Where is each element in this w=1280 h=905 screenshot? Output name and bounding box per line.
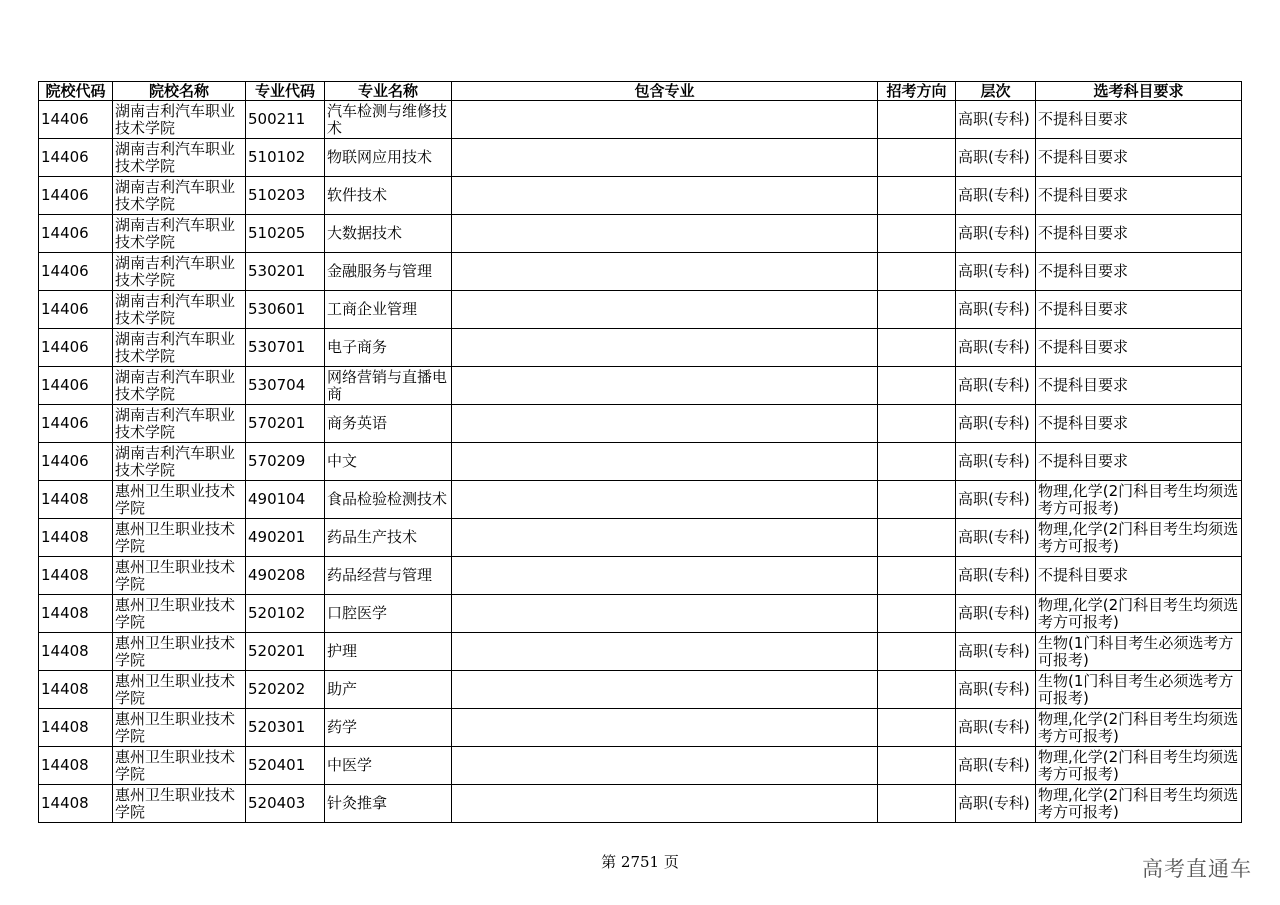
- cell-subject-requirement: 不提科目要求: [1036, 329, 1242, 367]
- cell-included-majors: [452, 671, 878, 709]
- header-school-code: 院校代码: [39, 82, 113, 101]
- cell-school-code: 14406: [39, 139, 113, 177]
- table-row: [39, 785, 1242, 823]
- cell-school-code: 14406: [39, 329, 113, 367]
- cell-included-majors: [452, 443, 878, 481]
- cell-school-code: 14408: [39, 747, 113, 785]
- cell-level: 高职(专科): [956, 709, 1036, 747]
- cell-direction: [878, 367, 956, 405]
- cell-major-name: 食品检验检测技术: [325, 481, 452, 519]
- cell-subject-requirement: 物理,化学(2门科目考生均须选考方可报考): [1036, 481, 1242, 519]
- cell-level: 高职(专科): [956, 443, 1036, 481]
- table-row: [39, 291, 1242, 329]
- table-row: [39, 101, 1242, 139]
- cell-major-code: 490104: [246, 481, 325, 519]
- cell-school-name: 惠州卫生职业技术学院: [113, 709, 246, 747]
- cell-major-code: 570209: [246, 443, 325, 481]
- cell-school-name: 湖南吉利汽车职业技术学院: [113, 101, 246, 139]
- cell-major-name: 护理: [325, 633, 452, 671]
- cell-level: 高职(专科): [956, 291, 1036, 329]
- cell-school-name: 惠州卫生职业技术学院: [113, 747, 246, 785]
- page-number: 第 2751 页: [601, 853, 679, 871]
- cell-school-name: 湖南吉利汽车职业技术学院: [113, 253, 246, 291]
- cell-major-name: 商务英语: [325, 405, 452, 443]
- cell-school-code: 14406: [39, 443, 113, 481]
- cell-subject-requirement: 不提科目要求: [1036, 101, 1242, 139]
- header-row: [39, 82, 1242, 101]
- cell-school-code: 14408: [39, 633, 113, 671]
- cell-major-name: 物联网应用技术: [325, 139, 452, 177]
- header-major-code: 专业代码: [246, 82, 325, 101]
- cell-level: 高职(专科): [956, 101, 1036, 139]
- watermark-text: 高考直通车: [1142, 857, 1252, 881]
- cell-school-name: 湖南吉利汽车职业技术学院: [113, 329, 246, 367]
- cell-level: 高职(专科): [956, 405, 1036, 443]
- cell-major-code: 520102: [246, 595, 325, 633]
- cell-major-code: 520403: [246, 785, 325, 823]
- cell-direction: [878, 177, 956, 215]
- cell-included-majors: [452, 139, 878, 177]
- cell-direction: [878, 633, 956, 671]
- cell-included-majors: [452, 215, 878, 253]
- table-row: [39, 747, 1242, 785]
- header-major-name: 专业名称: [325, 82, 452, 101]
- cell-school-name: 湖南吉利汽车职业技术学院: [113, 291, 246, 329]
- cell-major-code: 520401: [246, 747, 325, 785]
- cell-school-name: 湖南吉利汽车职业技术学院: [113, 177, 246, 215]
- table-row: [39, 671, 1242, 709]
- table-row: [39, 519, 1242, 557]
- cell-major-code: 510203: [246, 177, 325, 215]
- cell-major-code: 500211: [246, 101, 325, 139]
- cell-school-name: 湖南吉利汽车职业技术学院: [113, 215, 246, 253]
- cell-level: 高职(专科): [956, 253, 1036, 291]
- cell-included-majors: [452, 291, 878, 329]
- cell-major-code: 530701: [246, 329, 325, 367]
- cell-subject-requirement: 生物(1门科目考生必须选考方可报考): [1036, 633, 1242, 671]
- header-subject-requirement: 选考科目要求: [1036, 82, 1242, 101]
- cell-major-code: 530601: [246, 291, 325, 329]
- cell-direction: [878, 101, 956, 139]
- cell-level: 高职(专科): [956, 785, 1036, 823]
- table-row: [39, 481, 1242, 519]
- cell-school-name: 湖南吉利汽车职业技术学院: [113, 405, 246, 443]
- cell-major-name: 助产: [325, 671, 452, 709]
- cell-subject-requirement: 不提科目要求: [1036, 139, 1242, 177]
- cell-subject-requirement: 生物(1门科目考生必须选考方可报考): [1036, 671, 1242, 709]
- cell-level: 高职(专科): [956, 367, 1036, 405]
- table-row: [39, 215, 1242, 253]
- cell-major-code: 530704: [246, 367, 325, 405]
- table-row: [39, 557, 1242, 595]
- cell-school-name: 惠州卫生职业技术学院: [113, 671, 246, 709]
- cell-major-name: 药学: [325, 709, 452, 747]
- cell-level: 高职(专科): [956, 633, 1036, 671]
- header-direction: 招考方向: [878, 82, 956, 101]
- table-row: [39, 253, 1242, 291]
- cell-major-code: 570201: [246, 405, 325, 443]
- cell-subject-requirement: 不提科目要求: [1036, 367, 1242, 405]
- header-level: 层次: [956, 82, 1036, 101]
- cell-school-code: 14408: [39, 785, 113, 823]
- cell-direction: [878, 405, 956, 443]
- cell-school-name: 湖南吉利汽车职业技术学院: [113, 443, 246, 481]
- cell-school-code: 14406: [39, 101, 113, 139]
- cell-direction: [878, 291, 956, 329]
- cell-major-name: 大数据技术: [325, 215, 452, 253]
- cell-major-code: 520301: [246, 709, 325, 747]
- cell-level: 高职(专科): [956, 177, 1036, 215]
- cell-school-code: 14408: [39, 519, 113, 557]
- cell-included-majors: [452, 595, 878, 633]
- cell-school-name: 惠州卫生职业技术学院: [113, 557, 246, 595]
- cell-level: 高职(专科): [956, 671, 1036, 709]
- cell-major-name: 金融服务与管理: [325, 253, 452, 291]
- cell-major-name: 口腔医学: [325, 595, 452, 633]
- cell-direction: [878, 785, 956, 823]
- header-school-name: 院校名称: [113, 82, 246, 101]
- cell-included-majors: [452, 101, 878, 139]
- cell-included-majors: [452, 367, 878, 405]
- cell-school-code: 14406: [39, 367, 113, 405]
- cell-school-name: 惠州卫生职业技术学院: [113, 595, 246, 633]
- table-row: [39, 709, 1242, 747]
- cell-included-majors: [452, 481, 878, 519]
- cell-subject-requirement: 不提科目要求: [1036, 291, 1242, 329]
- cell-school-code: 14406: [39, 291, 113, 329]
- cell-school-code: 14408: [39, 557, 113, 595]
- cell-direction: [878, 139, 956, 177]
- cell-major-name: 汽车检测与维修技术: [325, 101, 452, 139]
- cell-major-code: 530201: [246, 253, 325, 291]
- cell-direction: [878, 481, 956, 519]
- cell-direction: [878, 329, 956, 367]
- cell-major-name: 药品生产技术: [325, 519, 452, 557]
- table-row: [39, 633, 1242, 671]
- cell-school-code: 14408: [39, 481, 113, 519]
- cell-included-majors: [452, 253, 878, 291]
- table-row: [39, 595, 1242, 633]
- cell-major-code: 520201: [246, 633, 325, 671]
- cell-major-name: 针灸推拿: [325, 785, 452, 823]
- cell-included-majors: [452, 177, 878, 215]
- cell-major-code: 510102: [246, 139, 325, 177]
- cell-direction: [878, 215, 956, 253]
- cell-school-name: 湖南吉利汽车职业技术学院: [113, 139, 246, 177]
- cell-major-name: 网络营销与直播电商: [325, 367, 452, 405]
- table-row: [39, 139, 1242, 177]
- cell-major-code: 490208: [246, 557, 325, 595]
- cell-level: 高职(专科): [956, 557, 1036, 595]
- table-body: [39, 101, 1242, 823]
- cell-direction: [878, 595, 956, 633]
- cell-level: 高职(专科): [956, 215, 1036, 253]
- cell-subject-requirement: 不提科目要求: [1036, 177, 1242, 215]
- cell-direction: [878, 747, 956, 785]
- cell-level: 高职(专科): [956, 329, 1036, 367]
- cell-level: 高职(专科): [956, 519, 1036, 557]
- cell-level: 高职(专科): [956, 139, 1036, 177]
- cell-included-majors: [452, 329, 878, 367]
- cell-included-majors: [452, 557, 878, 595]
- cell-subject-requirement: 不提科目要求: [1036, 443, 1242, 481]
- admissions-table: [38, 81, 1242, 823]
- cell-subject-requirement: 物理,化学(2门科目考生均须选考方可报考): [1036, 747, 1242, 785]
- cell-school-name: 惠州卫生职业技术学院: [113, 785, 246, 823]
- cell-major-name: 药品经营与管理: [325, 557, 452, 595]
- cell-included-majors: [452, 747, 878, 785]
- cell-school-code: 14408: [39, 595, 113, 633]
- cell-direction: [878, 671, 956, 709]
- cell-direction: [878, 519, 956, 557]
- cell-level: 高职(专科): [956, 595, 1036, 633]
- table-row: [39, 405, 1242, 443]
- cell-level: 高职(专科): [956, 481, 1036, 519]
- table-row: [39, 367, 1242, 405]
- cell-subject-requirement: 物理,化学(2门科目考生均须选考方可报考): [1036, 595, 1242, 633]
- cell-subject-requirement: 不提科目要求: [1036, 405, 1242, 443]
- table-row: [39, 443, 1242, 481]
- cell-subject-requirement: 不提科目要求: [1036, 557, 1242, 595]
- cell-school-name: 惠州卫生职业技术学院: [113, 481, 246, 519]
- cell-direction: [878, 443, 956, 481]
- cell-school-name: 惠州卫生职业技术学院: [113, 633, 246, 671]
- cell-included-majors: [452, 633, 878, 671]
- cell-major-code: 510205: [246, 215, 325, 253]
- table-row: [39, 177, 1242, 215]
- cell-major-name: 工商企业管理: [325, 291, 452, 329]
- table-row: [39, 329, 1242, 367]
- cell-direction: [878, 709, 956, 747]
- cell-direction: [878, 557, 956, 595]
- cell-level: 高职(专科): [956, 747, 1036, 785]
- cell-included-majors: [452, 405, 878, 443]
- cell-school-code: 14408: [39, 671, 113, 709]
- header-included-majors: 包含专业: [452, 82, 878, 101]
- cell-school-name: 湖南吉利汽车职业技术学院: [113, 367, 246, 405]
- cell-major-name: 中医学: [325, 747, 452, 785]
- cell-school-code: 14406: [39, 405, 113, 443]
- cell-subject-requirement: 物理,化学(2门科目考生均须选考方可报考): [1036, 785, 1242, 823]
- cell-school-code: 14408: [39, 709, 113, 747]
- cell-school-code: 14406: [39, 177, 113, 215]
- cell-major-code: 520202: [246, 671, 325, 709]
- table-header: [39, 82, 1242, 101]
- cell-included-majors: [452, 519, 878, 557]
- cell-major-name: 软件技术: [325, 177, 452, 215]
- cell-major-name: 中文: [325, 443, 452, 481]
- cell-school-name: 惠州卫生职业技术学院: [113, 519, 246, 557]
- cell-subject-requirement: 物理,化学(2门科目考生均须选考方可报考): [1036, 519, 1242, 557]
- cell-subject-requirement: 不提科目要求: [1036, 215, 1242, 253]
- cell-major-code: 490201: [246, 519, 325, 557]
- cell-included-majors: [452, 785, 878, 823]
- cell-subject-requirement: 不提科目要求: [1036, 253, 1242, 291]
- cell-major-name: 电子商务: [325, 329, 452, 367]
- cell-direction: [878, 253, 956, 291]
- cell-school-code: 14406: [39, 253, 113, 291]
- cell-school-code: 14406: [39, 215, 113, 253]
- cell-included-majors: [452, 709, 878, 747]
- cell-subject-requirement: 物理,化学(2门科目考生均须选考方可报考): [1036, 709, 1242, 747]
